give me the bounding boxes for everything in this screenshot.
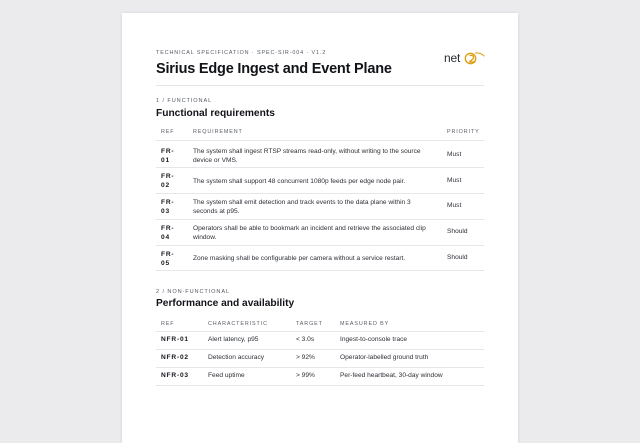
col-header-characteristic: CHARACTERISTIC	[208, 321, 268, 327]
logo-text: net	[444, 51, 461, 65]
table-header-divider	[156, 140, 484, 141]
row-priority: Should	[447, 254, 468, 261]
row-characteristic: Feed uptime	[208, 372, 245, 379]
col-header-target: TARGET	[296, 321, 323, 327]
section1-label: 1 / FUNCTIONAL	[156, 98, 213, 104]
row-target: > 99%	[296, 372, 315, 379]
row-measured-by: Operator-labelled ground truth	[340, 354, 429, 361]
title-divider	[156, 85, 484, 86]
section2-title: Performance and availability	[156, 298, 295, 309]
row-priority: Must	[447, 151, 462, 158]
row-priority: Should	[447, 228, 468, 235]
row-requirement: The system shall ingest RTSP streams read-only, without writing to the source device or VMS.	[193, 148, 421, 164]
row-ref: NFR-03	[161, 372, 189, 379]
row-priority: Must	[447, 177, 462, 184]
row-ref: FR-03	[161, 199, 175, 215]
row-requirement: The system shall support 48 concurrent 1080p feeds per edge node pair.	[193, 178, 406, 185]
section1-title: Functional requirements	[156, 108, 275, 119]
logo-mark-icon	[462, 50, 488, 66]
row-divider	[156, 349, 484, 350]
row-divider	[156, 385, 484, 386]
row-divider	[156, 245, 484, 246]
col-header-measured-by: MEASURED BY	[340, 321, 390, 327]
row-target: > 92%	[296, 354, 315, 361]
row-target: < 3.0s	[296, 336, 315, 343]
row-measured-by: Ingest-to-console trace	[340, 336, 408, 343]
col-header-requirement: REQUIREMENT	[193, 129, 243, 135]
company-logo	[444, 50, 486, 66]
table-header-divider	[156, 331, 484, 332]
row-ref: NFR-02	[161, 354, 189, 361]
row-characteristic: Alert latency, p95	[208, 336, 259, 343]
row-divider	[156, 193, 484, 194]
row-requirement: The system shall emit detection and track events to the data plane within 3 seconds at p95.	[193, 199, 411, 215]
row-requirement: Zone masking shall be configurable per camera without a service restart.	[193, 255, 406, 262]
row-ref: FR-01	[161, 148, 175, 164]
row-ref: FR-05	[161, 251, 175, 267]
row-divider	[156, 270, 484, 271]
row-divider	[156, 367, 484, 368]
col-header-ref: REF	[161, 321, 175, 327]
col-header-ref: REF	[161, 129, 175, 135]
col-header-priority: PRIORITY	[447, 129, 480, 135]
row-priority: Must	[447, 202, 462, 209]
document-title: Sirius Edge Ingest and Event Plane	[156, 61, 392, 77]
row-measured-by: Per-feed heartbeat, 30-day window	[340, 372, 443, 379]
row-characteristic: Detection accuracy	[208, 354, 265, 361]
row-divider	[156, 167, 484, 168]
row-divider	[156, 219, 484, 220]
document-label: TECHNICAL SPECIFICATION · SPEC-SIR-004 · V1.2	[156, 50, 327, 56]
row-ref: FR-02	[161, 173, 175, 189]
document-page	[122, 13, 518, 443]
section2-label: 2 / NON-FUNCTIONAL	[156, 289, 231, 295]
row-ref: FR-04	[161, 225, 175, 241]
row-requirement: Operators shall be able to bookmark an incident and retrieve the associated clip window.	[193, 225, 426, 241]
row-ref: NFR-01	[161, 336, 189, 343]
